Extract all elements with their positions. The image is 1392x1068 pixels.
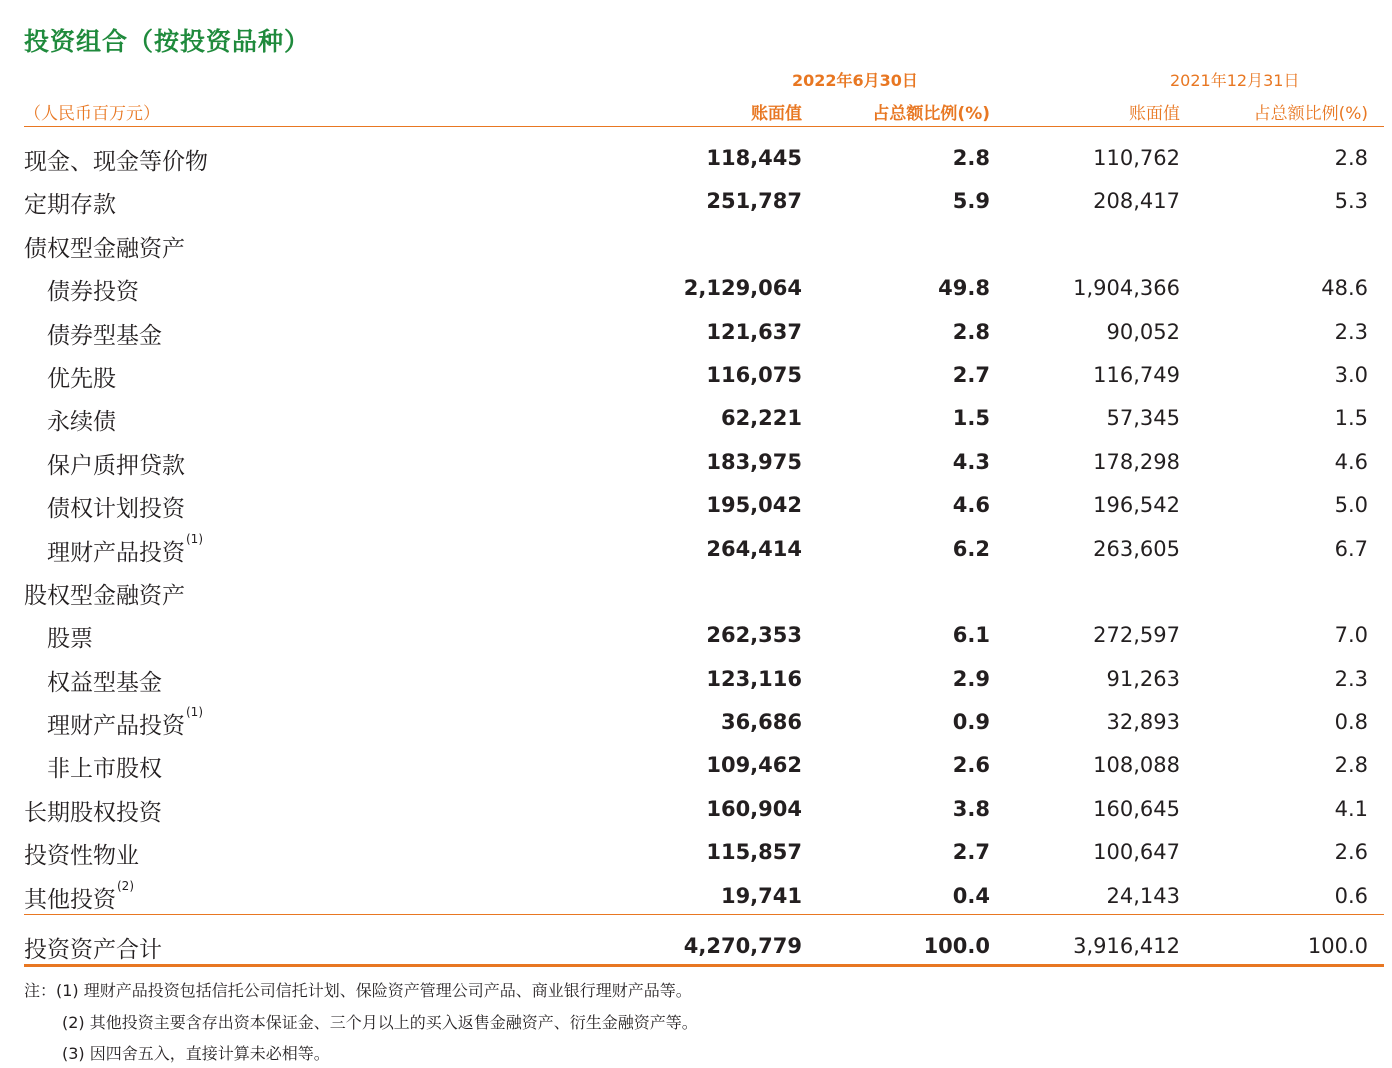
row-label: 优先股 bbox=[47, 365, 116, 392]
footnote-1: 注：(1) 理财产品投资包括信托公司信托计划、保险资产管理公司产品、商业银行理财产品等。 bbox=[24, 981, 692, 1000]
row-label: 权益型基金 bbox=[47, 669, 162, 696]
cell-book-value-prior: 1,904,366 bbox=[1073, 276, 1180, 301]
cell-pct-prior: 4.1 bbox=[1334, 796, 1368, 821]
cell-book-value-current: 183,975 bbox=[706, 449, 802, 474]
page-title: 投资组合（按投资品种） bbox=[24, 27, 311, 56]
table-row bbox=[0, 484, 1392, 527]
table-row bbox=[0, 311, 1392, 354]
cell-pct-current: 0.4 bbox=[952, 883, 990, 908]
row-label: 投资性物业 bbox=[24, 843, 139, 870]
table-row bbox=[0, 397, 1392, 440]
cell-book-value-current: 109,462 bbox=[706, 753, 802, 778]
cell-book-value-prior: 208,417 bbox=[1093, 189, 1180, 214]
table-row bbox=[0, 788, 1392, 831]
cell-pct-prior: 2.3 bbox=[1334, 666, 1368, 691]
table-row bbox=[0, 441, 1392, 484]
footnote-marker: (1) bbox=[186, 705, 203, 720]
cell-pct-current: 2.7 bbox=[952, 362, 990, 387]
cell-book-value-current: 262,353 bbox=[706, 623, 802, 648]
row-label: 债券投资 bbox=[47, 279, 139, 306]
cell-pct-prior: 2.6 bbox=[1334, 840, 1368, 865]
footnote-2: (2) 其他投资主要含存出资本保证金、三个月以上的买入返售金融资产、衍生金融资产等。 bbox=[62, 1013, 698, 1032]
section-label: 债权型金融资产 bbox=[24, 235, 185, 262]
cell-book-value-prior: 57,345 bbox=[1106, 406, 1180, 431]
cell-book-value-prior: 116,749 bbox=[1093, 362, 1180, 387]
cell-pct-current: 2.9 bbox=[952, 666, 990, 691]
cell-book-value-prior: 272,597 bbox=[1093, 623, 1180, 648]
total-pct-prior: 100.0 bbox=[1307, 934, 1368, 958]
row-label: 保户质押贷款 bbox=[47, 452, 185, 479]
cell-pct-current: 0.9 bbox=[952, 710, 990, 735]
table-row-section bbox=[0, 224, 1392, 267]
row-label: 长期股权投资 bbox=[24, 799, 162, 826]
total-label: 投资资产合计 bbox=[24, 937, 162, 963]
header-book-value-current: 账面值 bbox=[751, 104, 802, 124]
header-pct-current: 占总额比例(%) bbox=[872, 104, 990, 124]
cell-book-value-current: 62,221 bbox=[720, 406, 802, 431]
cell-pct-current: 2.8 bbox=[952, 146, 990, 170]
footnote-marker: (1) bbox=[186, 531, 203, 546]
table-bottom-rule bbox=[24, 964, 1384, 967]
header-date-prior: 2021年12月31日 bbox=[1170, 71, 1300, 90]
table-row bbox=[0, 528, 1392, 571]
cell-book-value-prior: 24,143 bbox=[1106, 883, 1180, 908]
cell-pct-current: 6.2 bbox=[952, 536, 990, 561]
section-label: 股权型金融资产 bbox=[24, 582, 185, 609]
cell-book-value-current: 195,042 bbox=[706, 493, 802, 518]
cell-book-value-current: 116,075 bbox=[706, 362, 802, 387]
cell-book-value-prior: 110,762 bbox=[1093, 146, 1180, 170]
cell-book-value-prior: 178,298 bbox=[1093, 449, 1180, 474]
row-label: 非上市股权 bbox=[47, 756, 162, 783]
total-row bbox=[0, 925, 1392, 965]
cell-pct-current: 4.3 bbox=[952, 449, 990, 474]
table-row-section bbox=[0, 571, 1392, 614]
table-body bbox=[0, 137, 1392, 918]
cell-book-value-current: 19,741 bbox=[720, 883, 802, 908]
cell-book-value-prior: 196,542 bbox=[1093, 493, 1180, 518]
cell-pct-prior: 0.6 bbox=[1334, 883, 1368, 908]
table-row bbox=[0, 614, 1392, 657]
table-row bbox=[0, 137, 1392, 180]
row-label: 永续债 bbox=[47, 409, 116, 436]
cell-pct-prior: 2.8 bbox=[1334, 146, 1368, 170]
table-row bbox=[0, 267, 1392, 310]
cell-pct-prior: 3.0 bbox=[1334, 362, 1368, 387]
table-row bbox=[0, 831, 1392, 874]
cell-pct-prior: 5.3 bbox=[1334, 189, 1368, 214]
row-label: 定期存款 bbox=[24, 192, 116, 219]
header-pct-prior: 占总额比例(%) bbox=[1253, 104, 1368, 124]
cell-pct-current: 2.6 bbox=[952, 753, 990, 778]
cell-pct-current: 6.1 bbox=[952, 623, 990, 648]
footnote-3: (3) 因四舍五入，直接计算未必相等。 bbox=[62, 1044, 330, 1063]
cell-pct-current: 2.8 bbox=[952, 319, 990, 344]
cell-pct-prior: 48.6 bbox=[1321, 276, 1368, 301]
cell-book-value-current: 2,129,064 bbox=[683, 276, 802, 301]
table-row bbox=[0, 354, 1392, 397]
cell-pct-current: 3.8 bbox=[952, 796, 990, 821]
cell-book-value-current: 251,787 bbox=[706, 189, 802, 214]
table-row bbox=[0, 180, 1392, 223]
cell-pct-prior: 4.6 bbox=[1334, 449, 1368, 474]
total-book-value-prior: 3,916,412 bbox=[1073, 934, 1180, 958]
cell-book-value-current: 121,637 bbox=[706, 319, 802, 344]
cell-pct-prior: 7.0 bbox=[1334, 623, 1368, 648]
cell-pct-prior: 2.8 bbox=[1334, 753, 1368, 778]
row-label: 现金、现金等价物 bbox=[24, 149, 208, 175]
cell-book-value-current: 115,857 bbox=[706, 840, 802, 865]
row-label: 其他投资$^{(2)}$ bbox=[24, 878, 134, 913]
header-book-value-prior: 账面值 bbox=[1129, 104, 1180, 124]
cell-pct-current: 2.7 bbox=[952, 840, 990, 865]
cell-pct-prior: 1.5 bbox=[1334, 406, 1368, 431]
table-row bbox=[0, 744, 1392, 787]
header-divider bbox=[24, 126, 1384, 127]
cell-book-value-current: 118,445 bbox=[706, 146, 802, 170]
cell-book-value-prior: 90,052 bbox=[1106, 319, 1180, 344]
cell-pct-current: 5.9 bbox=[952, 189, 990, 214]
cell-pct-prior: 6.7 bbox=[1334, 536, 1368, 561]
table-row bbox=[0, 658, 1392, 701]
header-unit: （人民币百万元） bbox=[24, 104, 160, 124]
footnote-marker: (2) bbox=[117, 878, 134, 893]
row-label: 债券型基金 bbox=[47, 322, 162, 349]
row-label: 理财产品投资$^{(1)}$ bbox=[47, 705, 203, 740]
cell-book-value-current: 36,686 bbox=[720, 710, 802, 735]
cell-pct-current: 4.6 bbox=[952, 493, 990, 518]
cell-book-value-prior: 108,088 bbox=[1093, 753, 1180, 778]
cell-book-value-prior: 32,893 bbox=[1106, 710, 1180, 735]
table-row bbox=[0, 701, 1392, 744]
row-label: 理财产品投资$^{(1)}$ bbox=[47, 531, 203, 566]
cell-book-value-current: 160,904 bbox=[706, 796, 802, 821]
header-date-current: 2022年6月30日 bbox=[792, 71, 918, 90]
cell-pct-current: 1.5 bbox=[952, 406, 990, 431]
total-divider bbox=[24, 914, 1384, 915]
table-row bbox=[0, 875, 1392, 918]
cell-book-value-current: 264,414 bbox=[706, 536, 802, 561]
cell-book-value-prior: 91,263 bbox=[1106, 666, 1180, 691]
cell-book-value-prior: 160,645 bbox=[1093, 796, 1180, 821]
total-pct-current: 100.0 bbox=[923, 934, 990, 958]
cell-book-value-current: 123,116 bbox=[706, 666, 802, 691]
cell-pct-prior: 2.3 bbox=[1334, 319, 1368, 344]
cell-book-value-prior: 263,605 bbox=[1093, 536, 1180, 561]
row-label: 债权计划投资 bbox=[47, 496, 185, 523]
total-book-value-current: 4,270,779 bbox=[683, 934, 802, 958]
row-label: 股票 bbox=[47, 626, 93, 653]
cell-pct-current: 49.8 bbox=[938, 276, 990, 301]
cell-book-value-prior: 100,647 bbox=[1093, 840, 1180, 865]
cell-pct-prior: 5.0 bbox=[1334, 493, 1368, 518]
cell-pct-prior: 0.8 bbox=[1334, 710, 1368, 735]
